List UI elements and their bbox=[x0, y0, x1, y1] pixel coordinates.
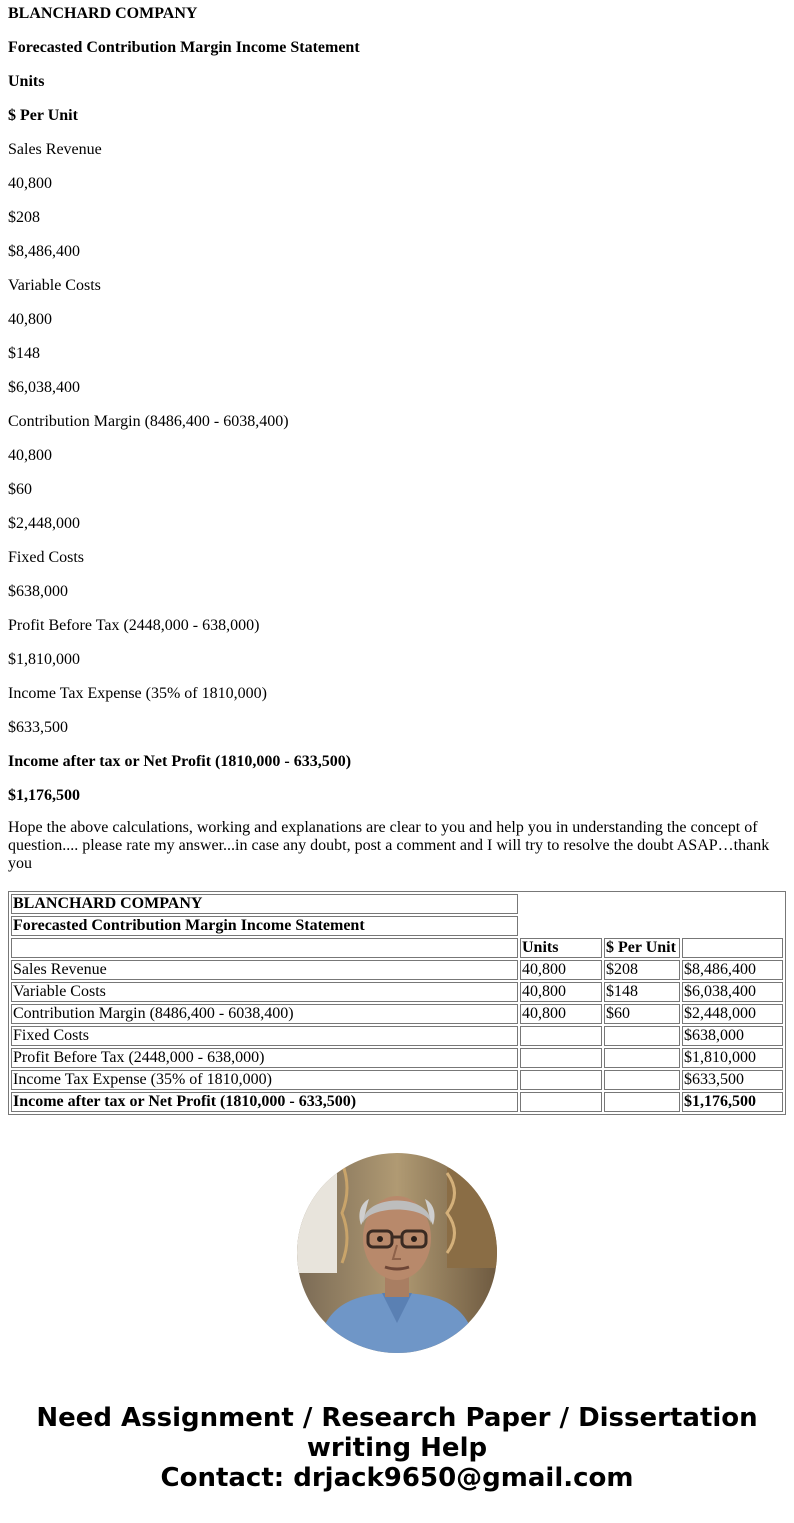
statement-line: $1,810,000 bbox=[8, 651, 80, 668]
table-company-name: BLANCHARD COMPANY bbox=[11, 894, 518, 914]
table-cell-per-unit bbox=[604, 1026, 680, 1046]
table-row bbox=[11, 1026, 783, 1046]
statement-line: $60 bbox=[8, 481, 32, 498]
promo-line-1: Need Assignment / Research Paper / Dissertation bbox=[36, 1403, 758, 1433]
table-row bbox=[11, 960, 783, 980]
statement-line: Variable Costs bbox=[8, 277, 101, 294]
table-cell-total: $1,810,000 bbox=[682, 1048, 783, 1068]
table-cell-per-unit: $60 bbox=[604, 1004, 680, 1024]
table-row bbox=[11, 982, 783, 1002]
table-blank-area bbox=[520, 894, 783, 936]
table-cell-label: Fixed Costs bbox=[11, 1026, 518, 1046]
table-cell-total: $6,038,400 bbox=[682, 982, 783, 1002]
table-cell-total: $8,486,400 bbox=[682, 960, 783, 980]
table-cell-units: 40,800 bbox=[520, 960, 602, 980]
table-header-per-unit: $ Per Unit bbox=[604, 938, 680, 958]
statement-line: Sales Revenue bbox=[8, 141, 102, 158]
statement-line: BLANCHARD COMPANY bbox=[8, 5, 198, 22]
table-header-total-blank bbox=[682, 938, 783, 958]
statement-line: Units bbox=[8, 73, 45, 90]
table-row bbox=[11, 1092, 783, 1112]
table-cell-label: Variable Costs bbox=[11, 982, 518, 1002]
table-cell-per-unit bbox=[604, 1070, 680, 1090]
promo-line-2: writing Help bbox=[306, 1433, 488, 1463]
statement-line: $148 bbox=[8, 345, 40, 362]
statement-line: Forecasted Contribution Margin Income Statement bbox=[8, 39, 360, 56]
income-statement-table bbox=[8, 891, 786, 1115]
statement-lines bbox=[8, 0, 786, 816]
statement-line: Income Tax Expense (35% of 1810,000) bbox=[8, 685, 267, 702]
statement-line: $8,486,400 bbox=[8, 243, 80, 260]
table-cell-units bbox=[520, 1070, 602, 1090]
statement-line: $633,500 bbox=[8, 719, 68, 736]
table-header-row bbox=[11, 938, 783, 958]
table-cell-per-unit bbox=[604, 1048, 680, 1068]
table-header-units: Units bbox=[520, 938, 602, 958]
table-cell-units: 40,800 bbox=[520, 1004, 602, 1024]
statement-line: $2,448,000 bbox=[8, 515, 80, 532]
table-cell-units bbox=[520, 1026, 602, 1046]
table-header-blank bbox=[11, 938, 518, 958]
table-row bbox=[11, 1070, 783, 1090]
statement-line: $ Per Unit bbox=[8, 107, 78, 124]
table-cell-per-unit bbox=[604, 1092, 680, 1112]
promo-banner bbox=[0, 1403, 794, 1493]
table-cell-units bbox=[520, 1092, 602, 1112]
author-avatar bbox=[297, 1153, 497, 1353]
table-title: Forecasted Contribution Margin Income Statement bbox=[11, 916, 518, 936]
table-cell-units: 40,800 bbox=[520, 982, 602, 1002]
statement-line: $6,038,400 bbox=[8, 379, 80, 396]
statement-line: Fixed Costs bbox=[8, 549, 85, 566]
closing-note: Hope the above calculations, working and explanations are clear to you and help you in understanding the concept of question.... please rate my answer...in case any doubt, post a comment and I will try to resolve the doubt ASAP…thank you bbox=[8, 819, 770, 872]
statement-line: Contribution Margin (8486,400 - 6038,400) bbox=[8, 413, 289, 430]
table-cell-label: Sales Revenue bbox=[11, 960, 518, 980]
table-cell-total: $1,176,500 bbox=[682, 1092, 783, 1112]
statement-line: $1,176,500 bbox=[8, 787, 80, 804]
table-cell-per-unit: $208 bbox=[604, 960, 680, 980]
table-row bbox=[11, 1004, 783, 1024]
statement-line: $638,000 bbox=[8, 583, 68, 600]
table-cell-total: $2,448,000 bbox=[682, 1004, 783, 1024]
table-cell-units bbox=[520, 1048, 602, 1068]
statement-line: 40,800 bbox=[8, 175, 52, 192]
table-cell-total: $633,500 bbox=[682, 1070, 783, 1090]
statement-line: Profit Before Tax (2448,000 - 638,000) bbox=[8, 617, 260, 634]
table-cell-label: Income Tax Expense (35% of 1810,000) bbox=[11, 1070, 518, 1090]
table-cell-per-unit: $148 bbox=[604, 982, 680, 1002]
table-cell-total: $638,000 bbox=[682, 1026, 783, 1046]
table-cell-label: Income after tax or Net Profit (1810,000 - 633,500) bbox=[11, 1092, 518, 1112]
statement-line: $208 bbox=[8, 209, 40, 226]
promo-contact: Contact: drjack9650@gmail.com bbox=[160, 1463, 634, 1493]
table-row bbox=[11, 1048, 783, 1068]
table-cell-label: Contribution Margin (8486,400 - 6038,400) bbox=[11, 1004, 518, 1024]
table-cell-label: Profit Before Tax (2448,000 - 638,000) bbox=[11, 1048, 518, 1068]
author-portrait-image bbox=[297, 1153, 497, 1353]
table-company-row bbox=[11, 894, 783, 914]
statement-line: 40,800 bbox=[8, 311, 52, 328]
statement-line: 40,800 bbox=[8, 447, 52, 464]
statement-line: Income after tax or Net Profit (1810,000 - 633,500) bbox=[8, 753, 352, 770]
